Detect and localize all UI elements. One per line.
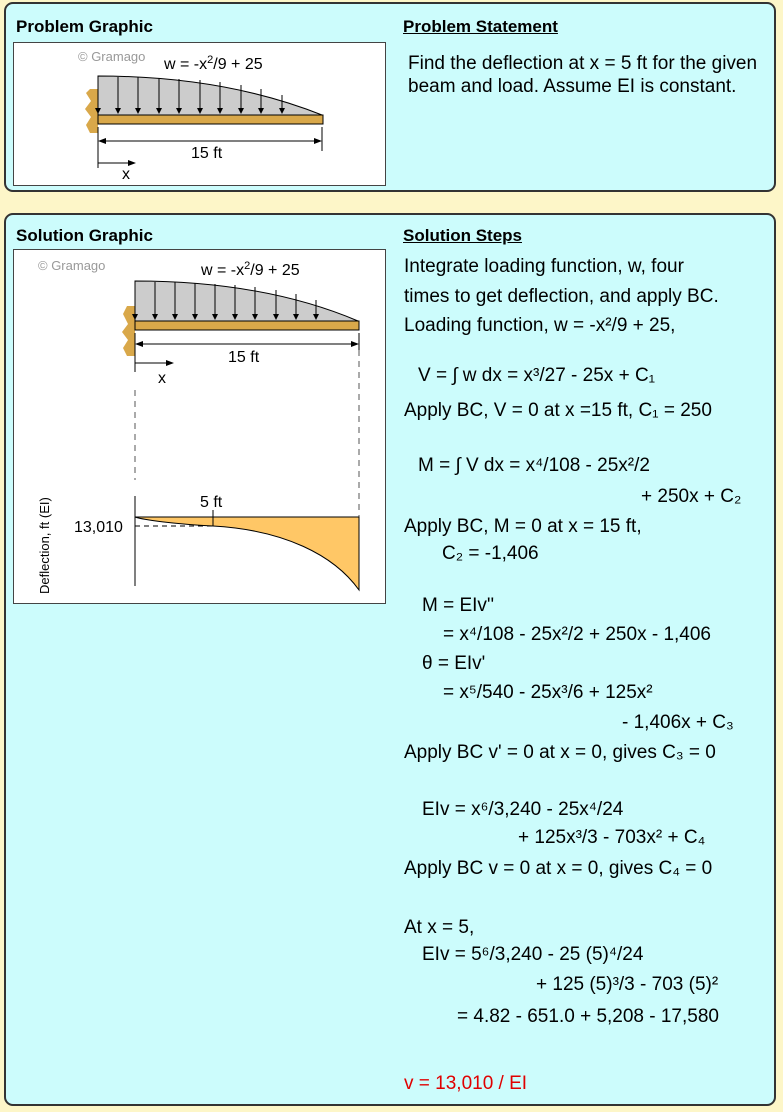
- step-v-bc: Apply BC, V = 0 at x =15 ft, C₁ = 250: [404, 400, 712, 421]
- deflection-axis-label: Deflection, ft (EI): [37, 497, 52, 594]
- step-at-x: At x = 5,: [404, 917, 475, 938]
- final-answer: v = 13,010 / EI: [404, 1073, 528, 1094]
- step-v-equation: V = ∫ w dx = x³/27 - 25x + C₁: [418, 365, 656, 386]
- x-label: x: [158, 370, 166, 387]
- dim-arrow-right: [314, 138, 322, 144]
- dim-arrow-left: [98, 138, 106, 144]
- load-equation: $w = -x^2/9 + 25$: [164, 54, 263, 73]
- step-m-equation-2: + 250x + C₂: [641, 486, 742, 507]
- step-eiv-2: + 125x³/3 - 703x² + C₄: [518, 827, 706, 848]
- x-label: x: [122, 166, 130, 183]
- step-theta-3: - 1,406x + C₃: [622, 712, 734, 733]
- problem-figure: [13, 42, 386, 186]
- step-sub-1: EIv = 5⁶/3,240 - 25 (5)⁴/24: [422, 944, 644, 965]
- load-equation: $w = -x^2/9 + 25$: [201, 260, 300, 279]
- beam: [98, 115, 323, 124]
- problem-beam-diagram: [14, 43, 387, 187]
- deflection-value: 13,010: [74, 519, 123, 536]
- step-eiv-bc: Apply BC v = 0 at x = 0, gives C₄ = 0: [404, 858, 713, 879]
- point-label: 5 ft: [200, 494, 223, 511]
- length-label: 15 ft: [228, 349, 260, 366]
- length-label: 15 ft: [191, 145, 223, 162]
- step-sub-2: + 125 (5)³/3 - 703 (5)²: [536, 974, 719, 995]
- beam: [135, 321, 359, 330]
- solution-graphic-heading: Solution Graphic: [16, 226, 153, 245]
- problem-statement-heading: Problem Statement: [403, 17, 558, 36]
- wall-support: [85, 89, 98, 133]
- step-theta-2: = x⁵/540 - 25x³/6 + 125x²: [443, 682, 653, 703]
- step-m-equation-1: M = ∫ V dx = x⁴/108 - 25x²/2: [418, 455, 650, 476]
- dim-arrow-left: [135, 341, 143, 347]
- x-arrow-head: [166, 360, 174, 366]
- step-m-ei-1: M = EIv'': [422, 595, 495, 616]
- solution-figure: [13, 249, 386, 604]
- step-m-ei-2: = x⁴/108 - 25x²/2 + 250x - 1,406: [443, 624, 711, 645]
- step-m-bc-2: C₂ = -1,406: [442, 543, 539, 564]
- solution-panel: [4, 213, 776, 1106]
- deflection-curve: [135, 517, 359, 590]
- step-intro-3: Loading function, w = -x²/9 + 25,: [404, 315, 676, 336]
- solution-steps-heading: Solution Steps: [403, 226, 522, 245]
- step-intro-2: times to get deflection, and apply BC.: [404, 286, 719, 307]
- problem-panel: [4, 2, 776, 192]
- distributed-load: [135, 281, 358, 321]
- copyright: © Gramago: [38, 258, 106, 273]
- solution-beam-diagram: [14, 250, 387, 605]
- wall-support: [122, 306, 135, 356]
- problem-statement-text: Find the deflection at x = 5 ft for the given beam and load. Assume EI is constant.: [408, 53, 758, 97]
- copyright: © Gramago: [78, 49, 146, 64]
- distributed-load: [98, 76, 322, 115]
- step-theta-bc: Apply BC v' = 0 at x = 0, gives C₃ = 0: [404, 742, 716, 763]
- step-sub-3: = 4.82 - 651.0 + 5,208 - 17,580: [457, 1006, 719, 1027]
- step-eiv-1: EIv = x⁶/3,240 - 25x⁴/24: [422, 799, 624, 820]
- problem-graphic-heading: Problem Graphic: [16, 17, 153, 36]
- step-theta-1: θ = EIv': [422, 653, 486, 674]
- dim-arrow-right: [351, 341, 359, 347]
- step-intro-1: Integrate loading function, w, four: [404, 256, 684, 277]
- step-m-bc-1: Apply BC, M = 0 at x = 15 ft,: [404, 516, 642, 537]
